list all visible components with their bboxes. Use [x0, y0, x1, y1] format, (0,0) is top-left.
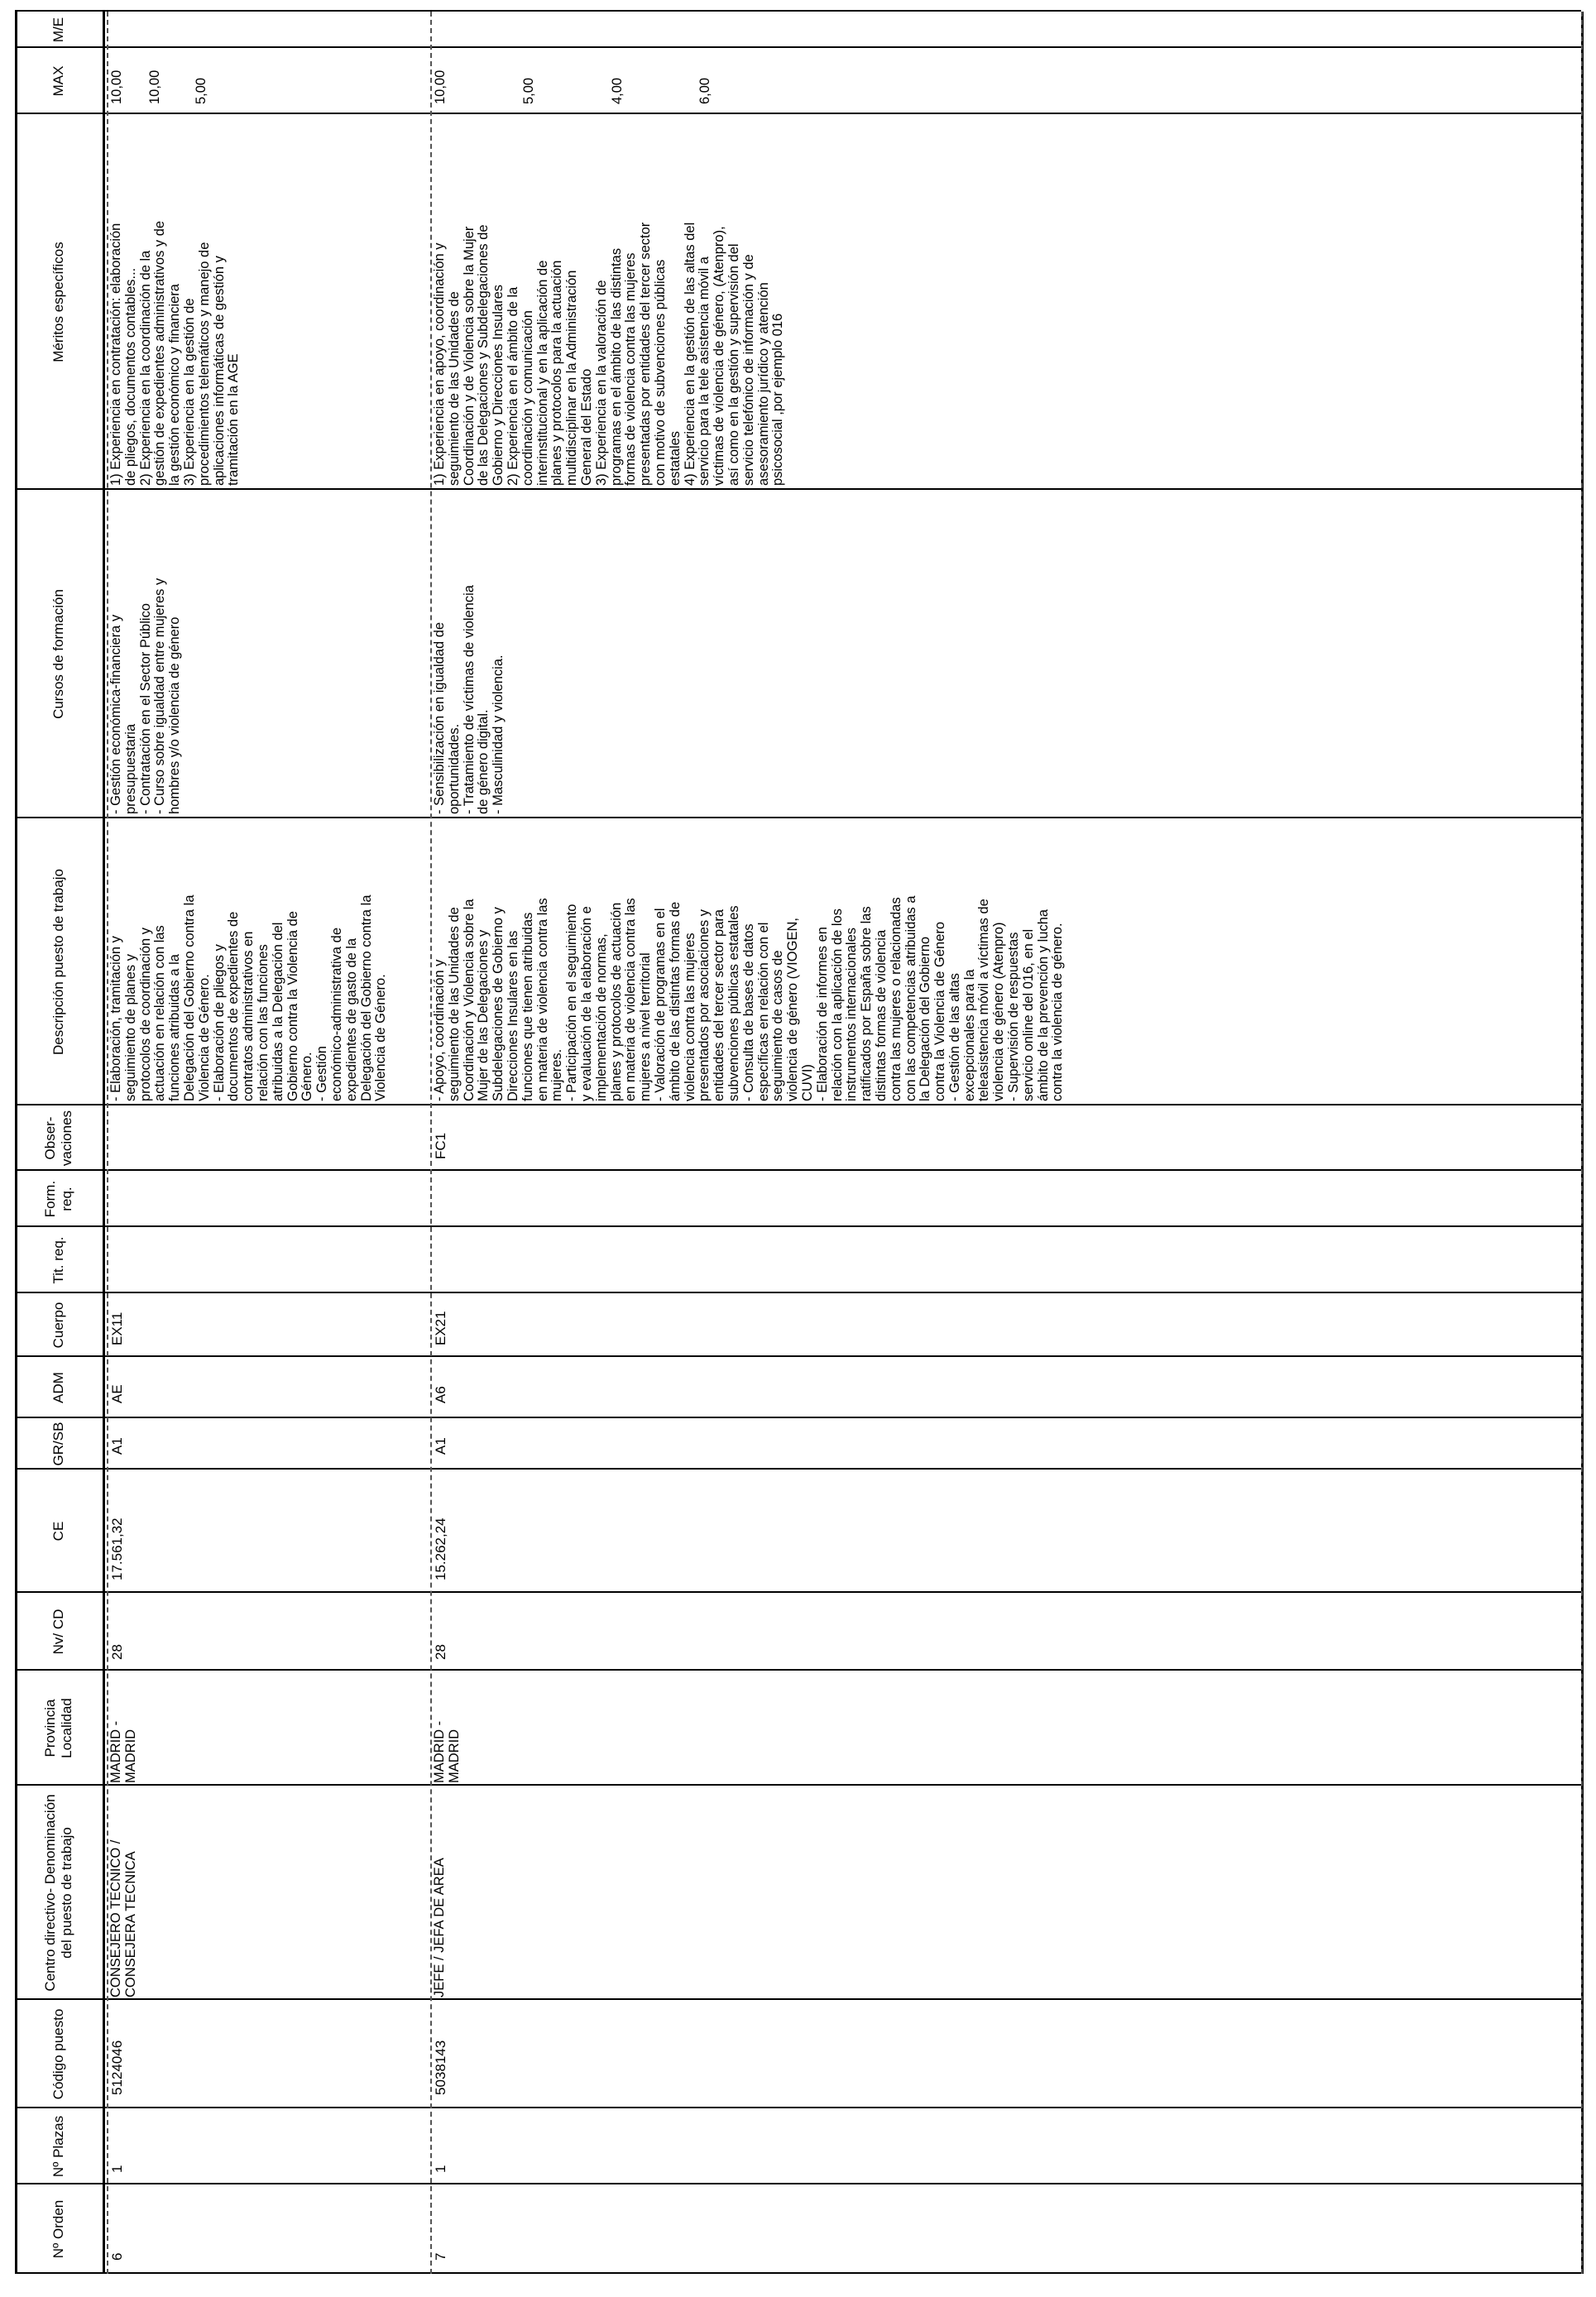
- cuerpo-cell: EX11: [109, 1312, 125, 1345]
- orden-cell: 7: [433, 2252, 448, 2261]
- header-descripcion: Descripción puesto de trabajo: [50, 869, 66, 1055]
- header-codigo: Código puesto: [50, 2008, 66, 2100]
- col-sep: [15, 817, 1581, 818]
- codigo-cell: 5038143: [433, 2040, 448, 2095]
- meritos-cell: 1) Experiencia en contratación: elaboración de pliegos, documentos contables... 2) Experiencia en la coordinación de la gestión de expedientes administrativos y de la gestión económico y financiera 3) Experiencia en la gestión de procedimientos telemáticos y manejo de aplicaciones informáticas de gestión y tramitación en la AGE: [108, 220, 242, 486]
- plazas-cell: 1: [109, 2165, 125, 2173]
- provincia-cell: MADRID - MADRID: [108, 1720, 138, 1783]
- col-sep: [15, 1669, 1581, 1671]
- cuerpo-cell: EX21: [433, 1311, 448, 1345]
- max-value: 5,00: [194, 77, 208, 104]
- col-sep: [15, 1169, 1581, 1171]
- col-sep: [15, 1225, 1581, 1227]
- col-sep: [15, 1355, 1581, 1357]
- col-sep: [15, 1591, 1581, 1593]
- provincia-cell: MADRID - MADRID: [432, 1720, 462, 1783]
- header-cuerpo: Cuerpo: [50, 1302, 66, 1349]
- nivel-cell: 28: [433, 1644, 448, 1660]
- adm-cell: AE: [109, 1384, 125, 1403]
- header-formacion: Form. req.: [42, 1180, 74, 1218]
- col-sep: [15, 2183, 1581, 2184]
- descripcion-cell: - Apoyo, coordinación y seguimiento de las Unidades de Coordinación y Violencia sobre la Mujer de las Delegaciones y Subdelegaciones de Gobierno y Direcciones Insulares en las funciones que tienen atribuidas en materia de violencia contra las mujeres. - Participación en el seguimiento y evaluación de la elaboración e implementación de normas, planes y protocolos de actuación en materia de violencia contra las mujeres a nivel territorial - Valoración de programas en el ámbito de las distintas formas de violencia contra las mujeres presentados por asociaciones y entidades del tercer sector para subvenciones públicas estatales - Consulta de bases de datos específicas en relación con el seguimiento de casos de violencia de género (VIOGEN, CUVI) - Elaboración de informes en relación con la aplicación de los instrumentos internacionales ratificados por España sobre las distintas formas de violencia contra las mujeres o relacionadas con las competencias atribuidas a la Delegación del Gobierno contra la Violencia de Género - Gestión de las altas excepcionales para la teleasistencia móvil a víctimas de violencia de género (Atenpro) - Supervisión de respuestas servicio online del 016, en el ámbito de la prevención y lucha contra la violencia de género.: [432, 895, 1066, 1101]
- header-nivel: Nv/ CD: [50, 1609, 66, 1655]
- header-me: M/E: [50, 17, 66, 43]
- header-centro: Centro directivo- Denominación del puesto de trabajo: [42, 1794, 74, 1992]
- col-sep: [15, 46, 1581, 48]
- grupo-cell: A1: [109, 1437, 125, 1455]
- col-sep: [15, 113, 1581, 114]
- col-sep: [15, 1468, 1581, 1470]
- header-cursos: Cursos de formación: [50, 589, 66, 719]
- header-adm: ADM: [50, 1372, 66, 1403]
- header-orden: Nº Orden: [50, 2199, 66, 2259]
- descripcion-cell: - Elaboración, tramitación y seguimiento de planes y protocolos de coordinación y actuación en relación con las funciones atribuidas a la Delegación del Gobierno contra la Violencia de Género. - Elaboración de pliegos y documentos de expedientes de contratos administrativos en relación con las funciones atribuidas a la Delegación del Gobierno contra la Violencia de Género. - Gestión económico-administrativa de expedientes de gasto de la Delegación del Gobierno contra la Violencia de Género.: [108, 894, 389, 1101]
- max-value: 10,00: [109, 70, 124, 104]
- col-sep: [15, 1104, 1581, 1105]
- max-value: 10,00: [147, 70, 162, 104]
- col-sep: [15, 1784, 1581, 1786]
- header-observaciones: Obser- vaciones: [42, 1110, 74, 1167]
- max-value: 6,00: [697, 77, 712, 104]
- header-titulacion: Tit. req.: [50, 1236, 66, 1284]
- header-plazas: Nº Plazas: [50, 2115, 66, 2178]
- header-grupo: GR/SB: [50, 1422, 66, 1466]
- cursos-cell: - Sensibilización en igualdad de oportunidades. - Tratamiento de víctimas de violencia de género digital. - Masculinidad y violencia.: [432, 585, 506, 814]
- nivel-cell: 28: [109, 1644, 125, 1660]
- header-meritos: Méritos específicos: [50, 242, 66, 362]
- denominacion-cell: JEFE / JEFA DE AREA: [432, 1858, 447, 1997]
- col-sep: [15, 10, 1581, 12]
- max-value: 5,00: [521, 77, 536, 104]
- observaciones-cell: FC1: [433, 1132, 448, 1159]
- col-sep: [15, 2272, 1581, 2274]
- col-sep: [15, 2107, 1581, 2108]
- codigo-cell: 5124046: [109, 2040, 125, 2095]
- col-sep: [15, 1417, 1581, 1418]
- plazas-cell: 1: [433, 2165, 448, 2173]
- col-sep: [15, 1292, 1581, 1293]
- header-ce: CE: [50, 1521, 66, 1542]
- ce-cell: 17.561,32: [109, 1518, 125, 1580]
- ce-cell: 15.262,24: [433, 1518, 448, 1580]
- orden-cell: 6: [109, 2252, 125, 2261]
- meritos-cell: 1) Experiencia en apoyo, coordinación y seguimiento de las Unidades de Coordinación y de Violencia sobre la Mujer de las Delegaciones y Subdelegaciones de Gobierno y Direcciones Insulares 2) Experiencia en el ámbito de la coordinación y comunicación interinstitucional y en la aplicación de planes y protocolos para la actuación multidisciplinar en la Administración General del Estado 3) Experiencia en la valoración de programas en el ámbito de las distintas formas de violencia contra las mujeres presentadas por entidades del tercer sector con motivo de subvenciones públicas estatales 4) Experiencia en la gestión de las altas del servicio para la tele asistencia móvil a víctimas de violencia de género, (Atenpro), así como en la gestión y supervisión del servicio telefónico de información y de asesoramiento jurídico y atención psicosocial ,por ejemplo 016: [432, 222, 786, 486]
- row-sep: [1581, 12, 1583, 2274]
- adm-cell: A6: [433, 1386, 448, 1403]
- header-provincia: Provincia Localidad: [42, 1698, 74, 1758]
- max-value: 10,00: [433, 70, 448, 104]
- denominacion-cell: CONSEJERO TECNICO / CONSEJERA TECNICA: [108, 1839, 138, 1997]
- col-sep: [15, 1998, 1581, 2000]
- grupo-cell: A1: [433, 1437, 448, 1455]
- cursos-cell: - Gestión económica-financiera y presupuestaria - Contratación en el Sector Público - Curso sobre igualdad entre mujeres y hombres y/o violencia de género: [108, 578, 183, 814]
- max-value: 4,00: [610, 77, 625, 104]
- header-rule: [103, 12, 105, 2274]
- header-max: MAX: [50, 65, 66, 97]
- col-sep: [15, 488, 1581, 490]
